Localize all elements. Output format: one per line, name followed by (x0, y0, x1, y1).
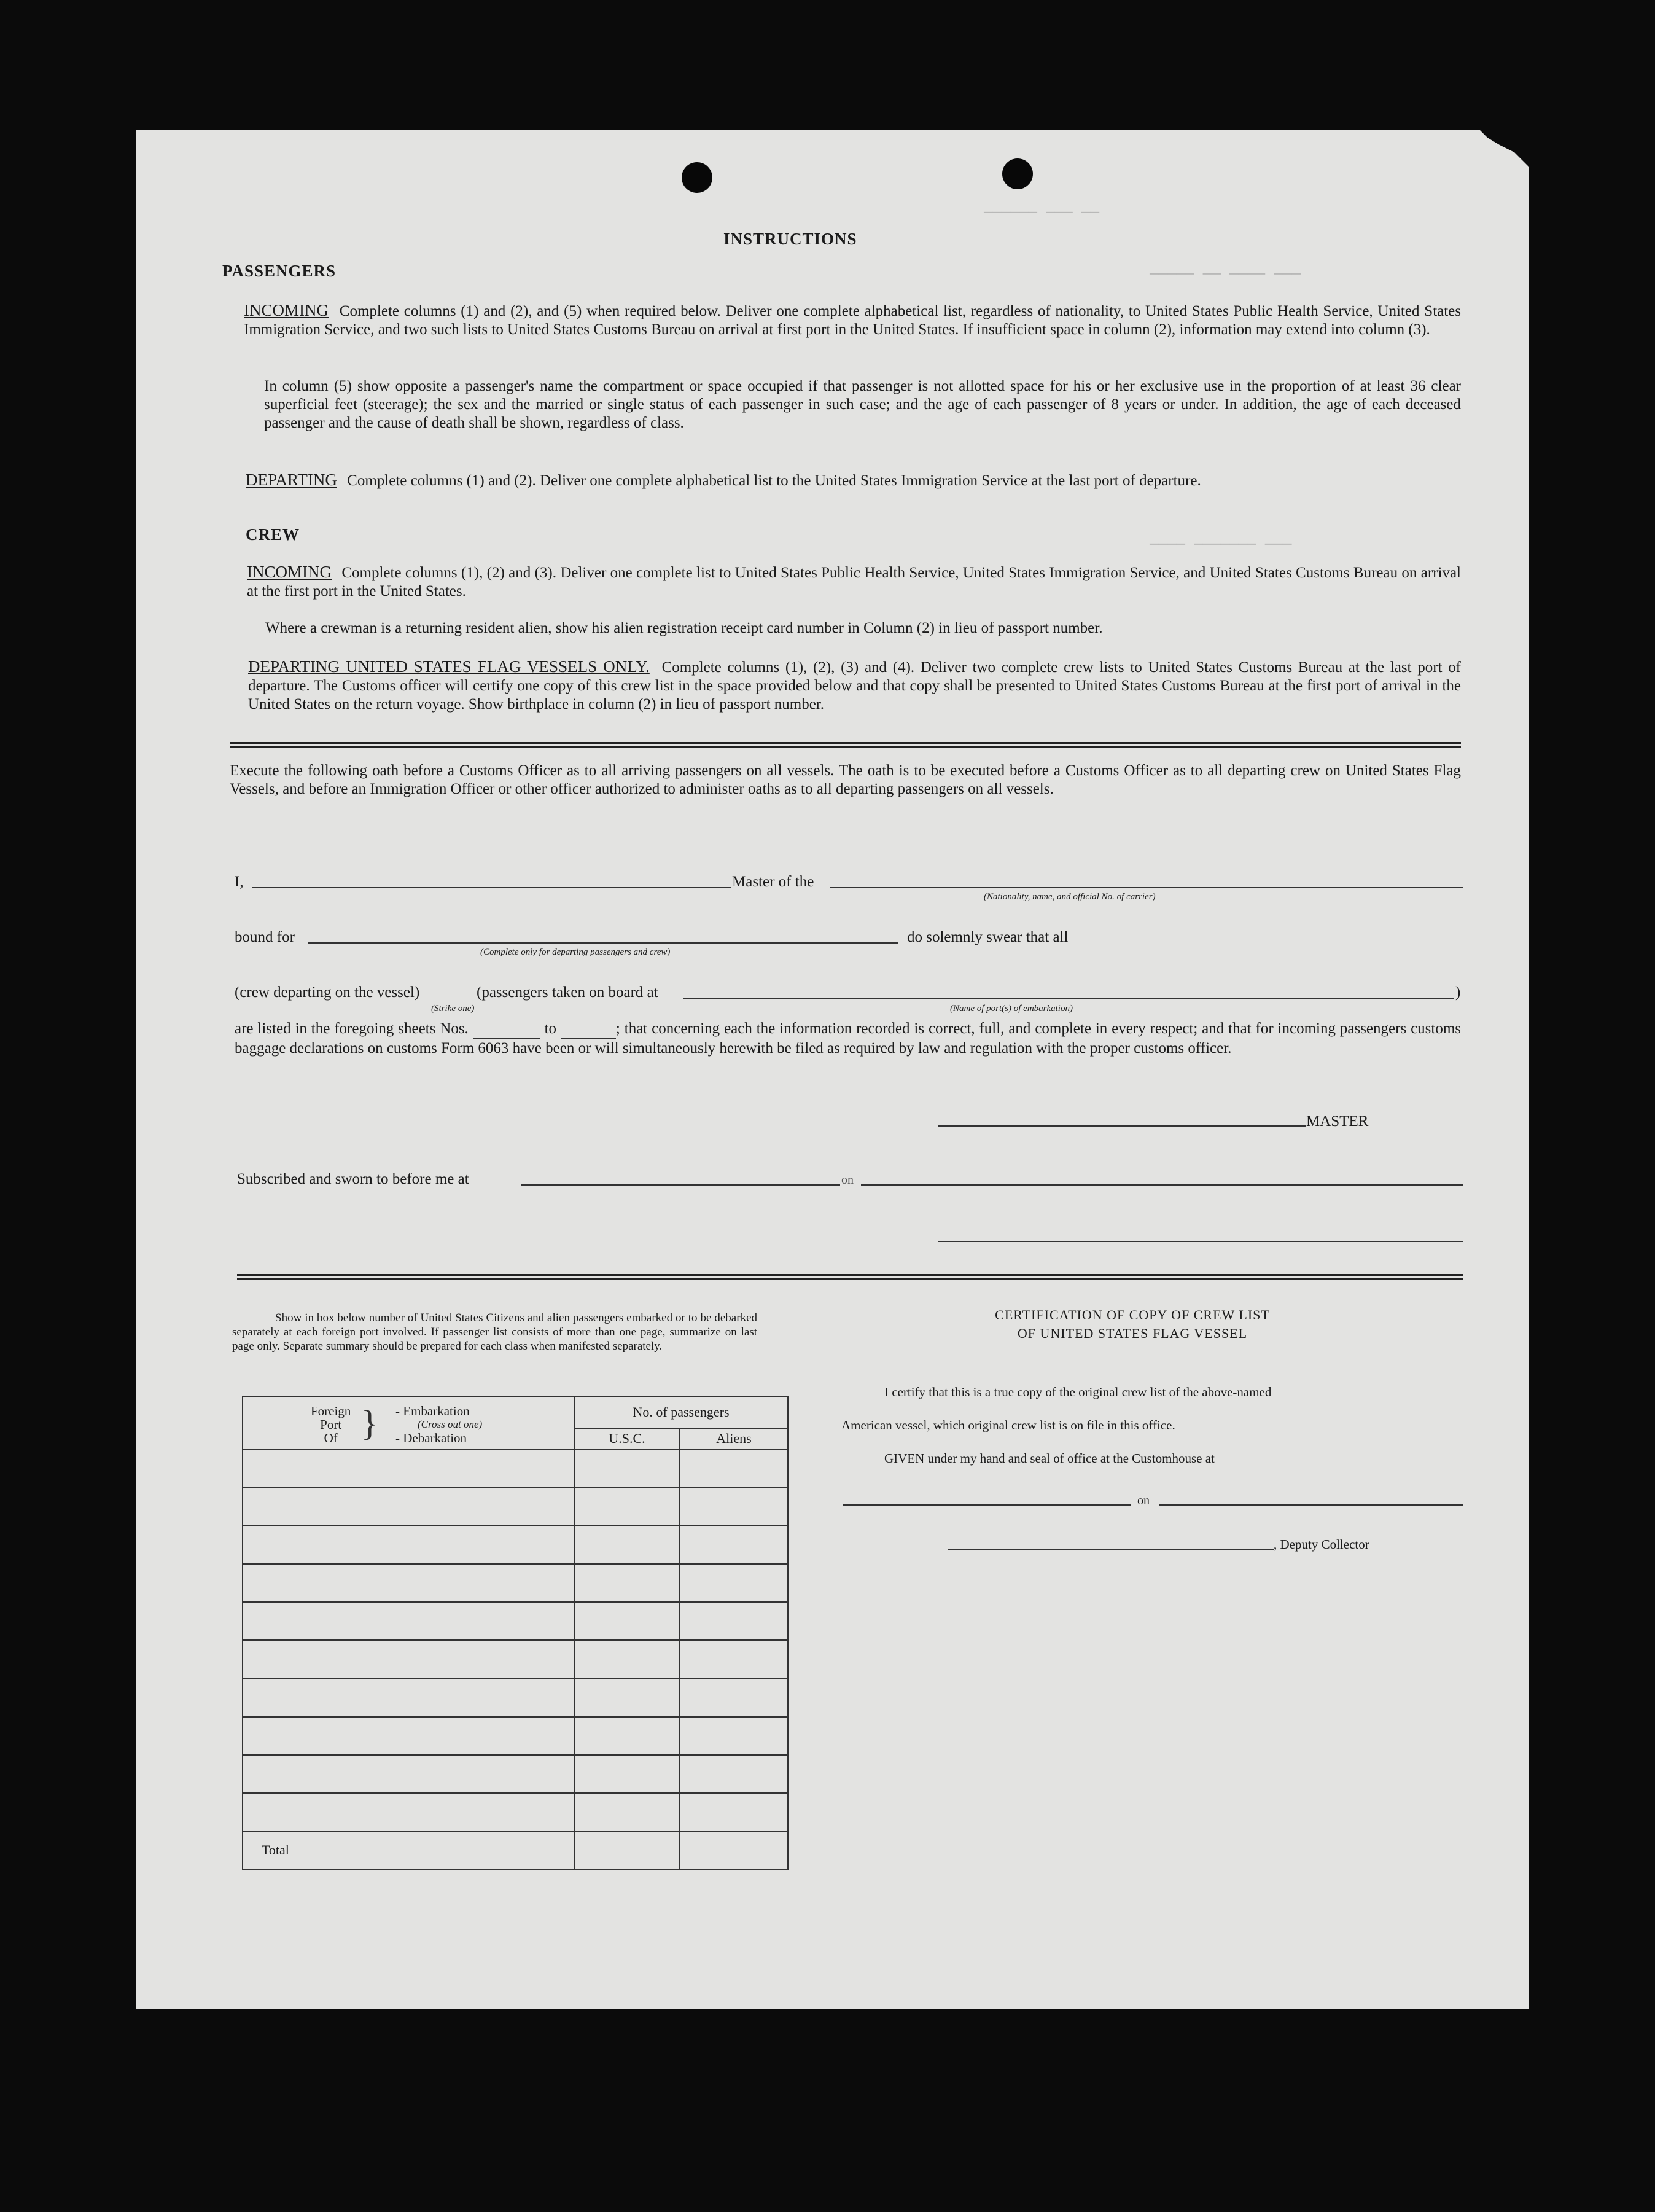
port-note: (Name of port(s) of embarkation) (950, 1004, 1073, 1014)
debarkation-label: - Debarkation (395, 1431, 467, 1445)
passengers-taken-option: (passengers taken on board at (477, 984, 658, 1001)
swear-text: do solemnly swear that all (907, 929, 1069, 945)
aliens-header: Aliens (680, 1428, 788, 1450)
summary-instructions: Show in box below number of United States Citizens and alien passengers embarked or to be debarked separately at each foreign port involved. If passenger list consists of more than one page, summarize on last page only. Separate summary should be prepared for each class when manifested separately. (232, 1311, 757, 1353)
usc-cell[interactable] (574, 1488, 680, 1526)
certification-title (807, 1306, 1458, 1343)
port-cell[interactable] (243, 1678, 574, 1716)
aliens-cell[interactable] (680, 1793, 788, 1831)
usc-cell[interactable] (574, 1678, 680, 1716)
usc-cell[interactable] (574, 1717, 680, 1755)
bleed-through-text: ─── ─────── ──── (1150, 536, 1292, 553)
strike-note: (Strike one) (431, 1004, 475, 1014)
aliens-cell[interactable] (680, 1450, 788, 1488)
punch-hole (1002, 158, 1033, 189)
certification-title-line2: OF UNITED STATES FLAG VESSEL (1017, 1326, 1248, 1341)
given-text: GIVEN under my hand and seal of office at the Customhouse at (884, 1451, 1215, 1466)
departing-label: DEPARTING (246, 471, 337, 489)
sheet-to-blank[interactable] (561, 1020, 616, 1039)
usc-cell[interactable] (574, 1450, 680, 1488)
officer-signature-line[interactable] (938, 1241, 1463, 1242)
aliens-total-cell[interactable] (680, 1831, 788, 1869)
departing-text: Complete columns (1) and (2). Deliver one complete alphabetical list to the United States Immigration Service at the last port of departure. (347, 472, 1201, 489)
sworn-on-label: on (841, 1173, 854, 1187)
sheet-from-blank[interactable] (473, 1020, 540, 1039)
aliens-cell[interactable] (680, 1678, 788, 1716)
certification-on-label: on (1137, 1494, 1150, 1507)
usc-cell[interactable] (574, 1755, 680, 1793)
oath-intro: Execute the following oath before a Customs Officer as to all arriving passengers on all vessels. The oath is to be executed before a Customs Officer as to all departing crew on United States Flag Vessels, and before an Immigration Officer or other officer authorized to administer oaths as to all departing passengers on all vessels. (230, 762, 1461, 797)
usc-header: U.S.C. (574, 1428, 680, 1450)
master-name-line[interactable] (252, 887, 731, 888)
port-cell[interactable] (243, 1640, 574, 1678)
carrier-line[interactable] (830, 887, 1463, 888)
oath-i-label: I, (235, 873, 244, 890)
sheets-label: are listed in the foregoing sheets Nos. (235, 1020, 469, 1037)
aliens-cell[interactable] (680, 1488, 788, 1526)
usc-cell[interactable] (574, 1793, 680, 1831)
usc-cell[interactable] (574, 1640, 680, 1678)
incoming-label: INCOMING (244, 301, 329, 319)
port-label: Port (320, 1417, 342, 1432)
certify-text-a: I certify that this is a true copy of the original crew list of the above-named (884, 1385, 1272, 1399)
port-cell[interactable] (243, 1755, 574, 1793)
total-label: Total (243, 1831, 574, 1869)
aliens-cell[interactable] (680, 1755, 788, 1793)
torn-corner (1480, 130, 1529, 167)
embarkation-port-line[interactable] (683, 998, 1454, 999)
passenger-summary-table (242, 1396, 789, 1870)
crew-departing-label: DEPARTING UNITED STATES FLAG VESSELS ONLY. (248, 657, 650, 676)
crew-departing (248, 657, 1461, 714)
crew-heading: CREW (246, 525, 300, 544)
brace-glyph: } (361, 1403, 378, 1443)
port-cell[interactable] (243, 1488, 574, 1526)
page-title: INSTRUCTIONS (723, 230, 857, 248)
passengers-departing (246, 471, 1461, 490)
port-header-cell (243, 1396, 574, 1450)
aliens-cell[interactable] (680, 1602, 788, 1640)
passengers-heading: PASSENGERS (222, 262, 337, 280)
sworn-place-line[interactable] (521, 1184, 840, 1186)
crew-departing-option: (crew departing on the vessel) (235, 984, 420, 1001)
master-of-label: Master of the (732, 873, 814, 890)
aliens-cell[interactable] (680, 1564, 788, 1602)
crew-incoming-text: Complete columns (1), (2) and (3). Deliver one complete list to United States Public Health Service, United States Immigration Service, and United States Customs Bureau on arrival at the first port in the United States. (247, 565, 1461, 600)
sheets-statement (235, 1020, 1461, 1058)
subscribed-label: Subscribed and sworn to before me at (237, 1171, 469, 1187)
bleed-through-text: ── ─── ────── (984, 204, 1099, 221)
usc-total-cell[interactable] (574, 1831, 680, 1869)
sheets-to-label: to (544, 1020, 557, 1037)
port-cell[interactable] (243, 1564, 574, 1602)
embarkation-label: - Embarkation (395, 1404, 470, 1418)
incoming-text: Complete columns (1) and (2), and (5) when required below. Deliver one complete alphabetical list, regardless of nationality, to United States Public Health Service, United States Immigration Service, and two such lists to United States Customs Bureau on arrival at first port in the United States. If insufficient space in column (2), information may extend into column (3). (244, 303, 1462, 338)
port-cell[interactable] (243, 1717, 574, 1755)
carrier-note: (Nationality, name, and official No. of carrier) (984, 892, 1156, 902)
document-page (136, 130, 1529, 2009)
sheets-statement-text: ; that concerning each the information recorded is correct, full, and complete in every respect; and that for incoming passengers customs baggage declarations on customs Form 6063 have been or will simultaneously herewith be filed as required by law and regulation with the proper customs officer. (235, 1020, 1462, 1057)
bound-for-label: bound for (235, 929, 295, 945)
punch-hole (682, 162, 712, 193)
passengers-incoming (244, 301, 1461, 339)
of-label: Of (324, 1431, 338, 1445)
usc-cell[interactable] (574, 1526, 680, 1564)
aliens-cell[interactable] (680, 1717, 788, 1755)
usc-cell[interactable] (574, 1564, 680, 1602)
bound-for-note: (Complete only for departing passengers and crew) (480, 947, 671, 957)
customhouse-line[interactable] (843, 1504, 1131, 1506)
cross-out-note: (Cross out one) (418, 1418, 483, 1430)
port-cell[interactable] (243, 1602, 574, 1640)
certification-date-line[interactable] (1159, 1504, 1463, 1506)
crew-incoming-label: INCOMING (247, 563, 332, 581)
close-paren: ) (1455, 984, 1461, 1001)
crew-departing-text: Complete columns (1), (2), (3) and (4). Deliver two complete crew lists to United States Customs Bureau at the last port of departure. The Customs officer will certify one copy of this crew list in the space provided below and that copy shall be presented to United States Customs Bureau at the first port of arrival in the United States on the return voyage. Show birthplace in column (2) in lieu of passport number. (248, 659, 1461, 713)
double-rule (230, 742, 1461, 748)
column5-instructions: In column (5) show opposite a passenger's name the compartment or space occupied if that passenger is not allotted space for his or her exclusive use in the proportion of at least 36 clear superficial feet (steerage); the sex and the married or single status of each passenger in such case; and the age of each passenger of 8 years or under. In addition, the age of each deceased passenger and the cause of death shall be shown, regardless of class. (264, 378, 1461, 431)
foreign-label: Foreign (311, 1404, 351, 1418)
bound-for-line[interactable] (308, 942, 898, 944)
crew-resident-note: Where a crewman is a returning resident alien, show his alien registration receipt card number in Column (2) in lieu of passport number. (265, 620, 1103, 636)
certification-title-line1: CERTIFICATION OF COPY OF CREW LIST (995, 1307, 1270, 1323)
deputy-signature-line[interactable] (948, 1549, 1274, 1550)
master-label: MASTER (1306, 1113, 1369, 1130)
certify-text-b: American vessel, which original crew list is on file in this office. (841, 1418, 1175, 1432)
aliens-cell[interactable] (680, 1640, 788, 1678)
port-cell[interactable] (243, 1793, 574, 1831)
sworn-date-line[interactable] (861, 1184, 1463, 1186)
double-rule (237, 1274, 1463, 1280)
master-signature-line[interactable] (938, 1125, 1306, 1127)
no-passengers-header: No. of passengers (574, 1396, 788, 1428)
aliens-cell[interactable] (680, 1526, 788, 1564)
deputy-collector-label: , Deputy Collector (1274, 1537, 1369, 1552)
usc-cell[interactable] (574, 1602, 680, 1640)
port-cell[interactable] (243, 1450, 574, 1488)
bleed-through-text: ─── ──── ── ───── (1150, 265, 1301, 283)
port-cell[interactable] (243, 1526, 574, 1564)
crew-incoming (247, 563, 1461, 601)
